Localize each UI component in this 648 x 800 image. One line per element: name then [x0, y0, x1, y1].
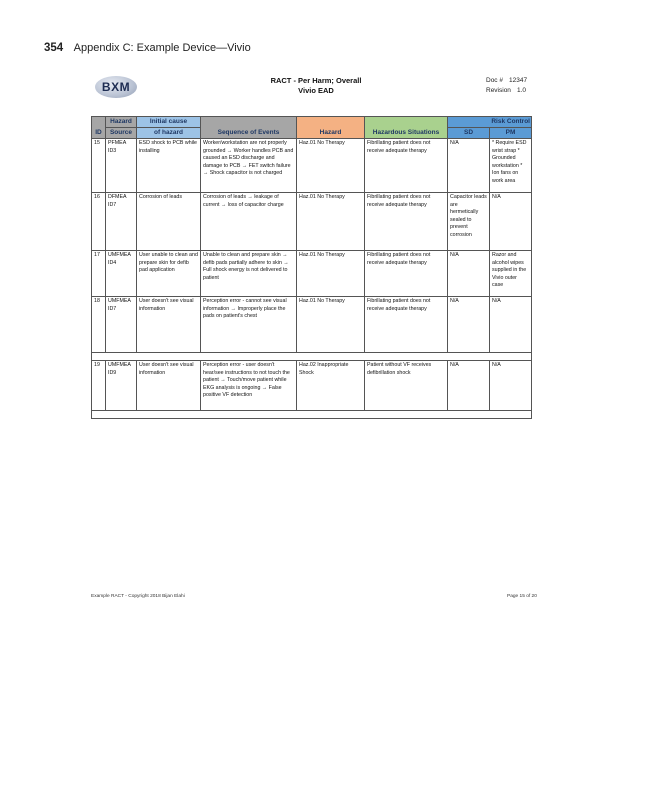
cell-sd: N/A	[448, 361, 490, 411]
cell-sequence: Perception error - cannot see visual information → Improperly place the pads on patient's chest	[201, 297, 297, 353]
cell-hazard: Haz.01 No Therapy	[297, 139, 365, 193]
header-row-top	[92, 117, 532, 128]
cell-id: 18	[92, 297, 106, 353]
footer-copyright: Example RACT - Copyright 2018 Bijan Elahi	[91, 594, 185, 599]
header-id: ID	[92, 117, 106, 139]
cell-pm: N/A	[490, 297, 532, 353]
ract-table	[91, 116, 532, 419]
header-initial-cause-top: Initial cause	[137, 117, 201, 128]
header-hazard-source-bottom: Source	[106, 128, 137, 139]
cell-id: 16	[92, 193, 106, 251]
header-hazardous-situations: Hazardous Situations	[365, 117, 448, 139]
spacer-cell	[92, 353, 532, 361]
sheet-title-line1: RACT - Per Harm; Overall	[270, 76, 362, 85]
cell-id: 19	[92, 361, 106, 411]
revision-label: Revision	[486, 87, 511, 94]
cell-situation: Fibrillating patient does not receive adequate therapy	[365, 297, 448, 353]
sheet-title	[241, 76, 391, 96]
bxm-logo: BXM	[95, 76, 137, 98]
cell-hazard: Haz.02 Inappropriate Shock	[297, 361, 365, 411]
cell-hazard: Haz.01 No Therapy	[297, 251, 365, 297]
cell-sequence: Unable to clean and prepare skin → defib pads partially adhere to skin → Full shock energy is not delivered to patient	[201, 251, 297, 297]
cell-situation: Patient without VF receives defibrillation shock	[365, 361, 448, 411]
cell-pm: N/A	[490, 193, 532, 251]
header-risk-control: Risk Control	[448, 117, 532, 128]
cell-cause: User unable to clean and prepare skin for defib pad application	[137, 251, 201, 297]
cell-situation: Fibrillating patient does not receive adequate therapy	[365, 251, 448, 297]
table-row	[92, 251, 532, 297]
table-row	[92, 193, 532, 251]
page-number: 354	[44, 42, 64, 54]
cell-source: UMFMEA ID7	[106, 297, 137, 353]
cell-sd: Capacitor leads are hermetically sealed to prevent corrosion	[448, 193, 490, 251]
header-hazard: Hazard	[297, 117, 365, 139]
sheet-title-line2: Vivio EAD	[298, 86, 334, 95]
cell-id: 17	[92, 251, 106, 297]
empty-cell	[92, 411, 532, 419]
header-sd: SD	[448, 128, 490, 139]
cell-cause: ESD shock to PCB while installing	[137, 139, 201, 193]
doc-label: Doc #	[486, 77, 503, 84]
empty-row	[92, 411, 532, 419]
footer-page-count: Page 15 of 20	[507, 594, 537, 599]
doc-info	[486, 76, 527, 96]
header-hazard-source-top: Hazard	[106, 117, 137, 128]
cell-source: DFMEA ID7	[106, 193, 137, 251]
revision-value: 1.0	[516, 87, 526, 94]
cell-source: UMFMEA ID9	[106, 361, 137, 411]
cell-sd: N/A	[448, 139, 490, 193]
cell-source: PFMEA ID3	[106, 139, 137, 193]
cell-situation: Fibrillating patient does not receive adequate therapy	[365, 193, 448, 251]
header-initial-cause-bottom: of hazard	[137, 128, 201, 139]
table-row	[92, 297, 532, 353]
table-row	[92, 361, 532, 411]
cell-sd: N/A	[448, 297, 490, 353]
cell-cause: User doesn't see visual information	[137, 361, 201, 411]
cell-cause: User doesn't see visual information	[137, 297, 201, 353]
spacer-row	[92, 353, 532, 361]
doc-value: 12347	[508, 77, 528, 84]
cell-cause: Corrosion of leads	[137, 193, 201, 251]
cell-sequence: Worker/workstation are not properly grounded → Worker handles PCB and caused an ESD discharge and damage to PCB → FET switch failure → Shock capacitor is not charged	[201, 139, 297, 193]
running-title: Appendix C: Example Device—Vivio	[73, 42, 251, 54]
page-header	[44, 42, 251, 54]
cell-sd: N/A	[448, 251, 490, 297]
cell-id: 15	[92, 139, 106, 193]
cell-pm: N/A	[490, 361, 532, 411]
cell-source: UMFMEA ID4	[106, 251, 137, 297]
table-row	[92, 139, 532, 193]
header-pm: PM	[490, 128, 532, 139]
cell-situation: Fibrillating patient does not receive adequate therapy	[365, 139, 448, 193]
header-sequence: Sequence of Events	[201, 117, 297, 139]
cell-hazard: Haz.01 No Therapy	[297, 193, 365, 251]
cell-pm: * Require ESD wrist strap * Grounded workstation * Ion fans on work area	[490, 139, 532, 193]
cell-sequence: Perception error - user doesn't hear/see instructions to not touch the patient → Touch/move patient while EKG analysis is ongoing → False positive VF detection	[201, 361, 297, 411]
cell-sequence: Corrosion of leads → leakage of current → loss of capacitor charge	[201, 193, 297, 251]
cell-pm: Razor and alcohol wipes supplied in the Vivio outer case	[490, 251, 532, 297]
cell-hazard: Haz.01 No Therapy	[297, 297, 365, 353]
